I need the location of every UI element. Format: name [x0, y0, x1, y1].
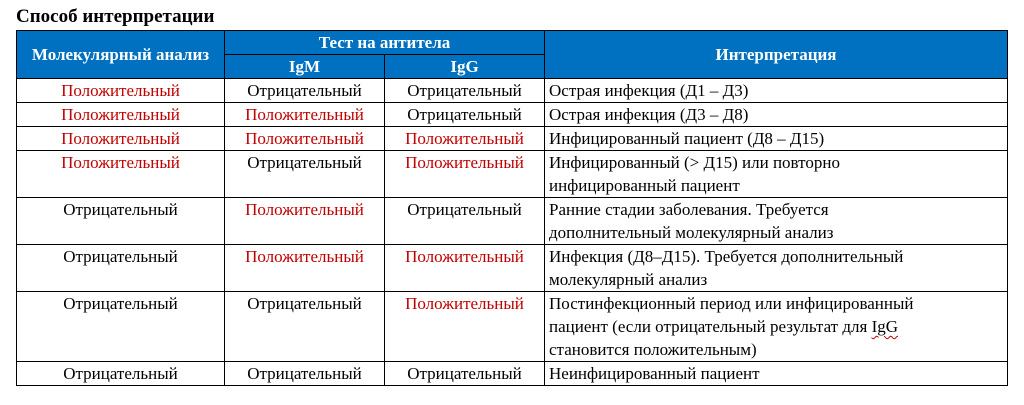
header-antibody-test: Тест на антитела: [225, 31, 545, 55]
cell-molecular: Положительный: [17, 127, 225, 151]
table-row: [17, 127, 1008, 151]
cell-interpretation: [545, 292, 1008, 362]
cell-molecular: Отрицательный: [17, 198, 225, 245]
interpretation-line: Инфекция (Д8–Д15). Требуется дополнительный: [549, 247, 904, 266]
cell-interpretation: [545, 127, 1008, 151]
table-row: [17, 198, 1008, 245]
cell-igm: Положительный: [225, 127, 385, 151]
interpretation-line: Ранние стадии заболевания. Требуется: [549, 200, 829, 219]
cell-interpretation: [545, 362, 1008, 386]
interpretation-line: дополнительный молекулярный анализ: [549, 223, 834, 242]
cell-interpretation: [545, 79, 1008, 103]
interpretation-line: Инфицированный пациент (Д8 – Д15): [549, 129, 825, 148]
interpretation-line: Инфицированный (> Д15) или повторно: [549, 153, 840, 172]
cell-molecular: Положительный: [17, 103, 225, 127]
interpretation-line: молекулярный анализ: [549, 270, 708, 289]
cell-igg: Отрицательный: [385, 103, 545, 127]
cell-igm: Положительный: [225, 198, 385, 245]
cell-interpretation: [545, 198, 1008, 245]
cell-igm: Отрицательный: [225, 292, 385, 362]
header-igm: IgM: [225, 55, 385, 79]
interpretation-line: Постинфекционный период или инфицированный: [549, 294, 914, 313]
cell-igg: Отрицательный: [385, 79, 545, 103]
cell-molecular: Положительный: [17, 151, 225, 198]
cell-igm: Отрицательный: [225, 362, 385, 386]
table-row: [17, 151, 1008, 198]
interpretation-line: пациент (если отрицательный результат для: [549, 317, 872, 336]
cell-molecular: Отрицательный: [17, 362, 225, 386]
header-interpretation: Интерпретация: [545, 31, 1008, 79]
cell-interpretation: [545, 151, 1008, 198]
table-row: [17, 245, 1008, 292]
interpretation-table: [16, 30, 1008, 386]
cell-igg: Положительный: [385, 292, 545, 362]
cell-igm: Положительный: [225, 103, 385, 127]
interpretation-line: становится положительным): [549, 340, 757, 359]
cell-igg: Положительный: [385, 245, 545, 292]
interpretation-line: Неинфицированный пациент: [549, 364, 760, 383]
igg-term: IgG: [871, 317, 899, 336]
cell-molecular: Отрицательный: [17, 292, 225, 362]
cell-igg: Отрицательный: [385, 198, 545, 245]
cell-igg: Отрицательный: [385, 362, 545, 386]
cell-igg: Положительный: [385, 127, 545, 151]
cell-interpretation: [545, 103, 1008, 127]
cell-molecular: Отрицательный: [17, 245, 225, 292]
table-row: [17, 292, 1008, 362]
table-body: [17, 79, 1008, 386]
cell-igm: Отрицательный: [225, 151, 385, 198]
table-row: [17, 79, 1008, 103]
cell-molecular: Положительный: [17, 79, 225, 103]
table-row: [17, 362, 1008, 386]
table-row: [17, 103, 1008, 127]
interpretation-line: Острая инфекция (Д3 – Д8): [549, 105, 749, 124]
cell-igg: Положительный: [385, 151, 545, 198]
cell-interpretation: [545, 245, 1008, 292]
cell-igm: Положительный: [225, 245, 385, 292]
header-molecular: Молекулярный анализ: [17, 31, 225, 79]
cell-igm: Отрицательный: [225, 79, 385, 103]
interpretation-line: инфицированный пациент: [549, 176, 740, 195]
header-igg: IgG: [385, 55, 545, 79]
document-title: Способ интерпретации: [16, 6, 215, 27]
interpretation-line: Острая инфекция (Д1 – Д3): [549, 81, 749, 100]
